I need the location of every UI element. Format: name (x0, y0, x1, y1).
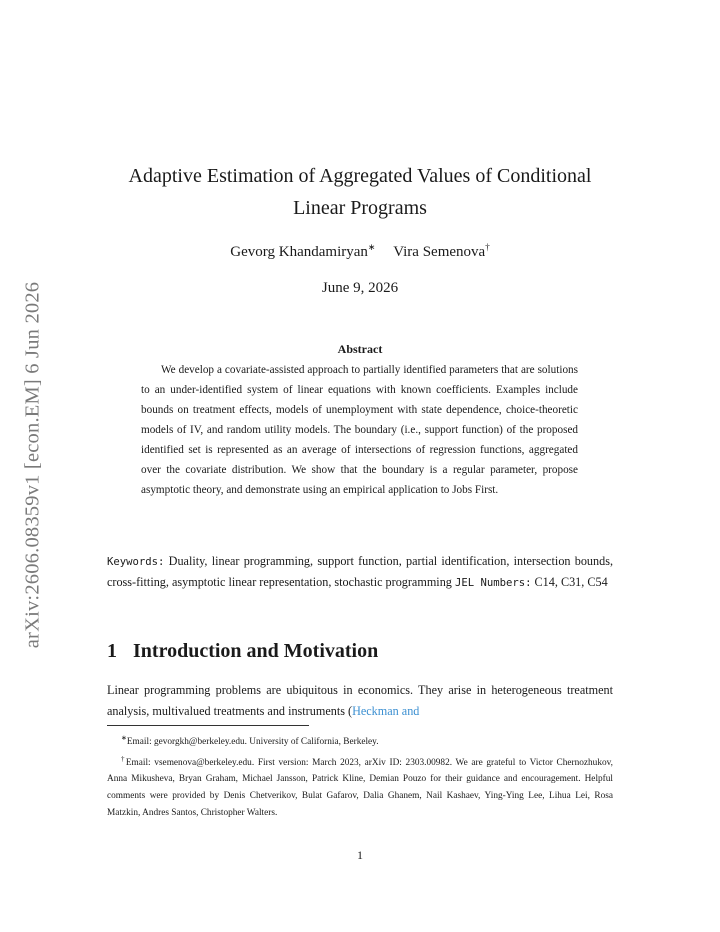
citation-link[interactable]: Heckman and (352, 704, 420, 718)
intro-text: Linear programming problems are ubiquitous in economics. They arise in heterogeneous treatment analysis, multivalued treatments and instruments ( (107, 683, 613, 718)
footnote-text: Email: gevorgkh@berkeley.edu. University of California, Berkeley. (126, 737, 379, 748)
section-number: 1 (107, 640, 117, 662)
author-name: Vira Semenova (393, 244, 486, 260)
footnote-text: Email: vsemenova@berkeley.edu. First version: March 2023, arXiv ID: 2303.00982. We are grateful to Victor Chernozhukov, Anna Mikusheva, Bryan Graham, Michael Jansson, Patrick Kline, Demian Pouzo for their guidance and encouragement. Helpful comments were provided by Denis Chetverikov, Bulat Gafarov, Dalia Ghanem, Nail Kashaev, Ying-Ying Lee, Lihua Lei, Rosa Matzkin, Andres Santos, Christopher Walters. (107, 757, 613, 818)
footnote-2 (107, 751, 613, 821)
keywords-label: Keywords: (107, 556, 165, 568)
title-line-1: Adaptive Estimation of Aggregated Values of Conditional (128, 165, 592, 187)
paper-title (100, 160, 620, 224)
author-list (100, 242, 620, 261)
abstract-body: We develop a covariate-assisted approach to partially identified parameters that are solutions to an under-identified system of linear equations with known coefficients. Examples include bounds on treatment effects, models of unemployment with state dependence, choice-theoretic models of IV, and random utility models. The boundary (i.e., support function) of the proposed identified set is represented as an average of intersections of regression functions, aggregated over the covariate distribution. We show that the boundary is a regular parameter, propose asymptotic theory, and demonstrate using an empirical application to Jobs First. (141, 364, 578, 496)
section-title: Introduction and Motivation (133, 640, 379, 662)
footnote-mark: † (121, 754, 126, 763)
keywords-text: Duality, linear programming, support function, partial identification, intersection bounds, cross-fitting, asymptotic linear representation, stochastic programming (107, 554, 614, 589)
section-heading (107, 640, 378, 663)
intro-paragraph (107, 680, 613, 722)
footnote-mark: † (485, 242, 490, 252)
jel-label: JEL Numbers: (454, 577, 532, 589)
keywords-block (107, 551, 613, 593)
footnote-rule (107, 725, 309, 726)
footnotes (107, 730, 613, 821)
title-line-2: Linear Programs (293, 197, 427, 219)
page-number: 1 (357, 848, 363, 862)
author-1 (230, 244, 375, 260)
abstract-heading: Abstract (337, 342, 383, 356)
footnote-mark: ∗ (121, 734, 127, 742)
jel-codes: C14, C31, C54 (534, 575, 608, 589)
arxiv-stamp: arXiv:2606.08359v1 [econ.EM] 6 Jun 2026 (21, 281, 44, 649)
author-2 (393, 244, 490, 260)
footnote-1 (107, 730, 613, 751)
paper-date: June 9, 2026 (321, 280, 399, 296)
footnote-mark: ∗ (367, 242, 376, 252)
author-name: Gevorg Khandamiryan (230, 244, 368, 260)
